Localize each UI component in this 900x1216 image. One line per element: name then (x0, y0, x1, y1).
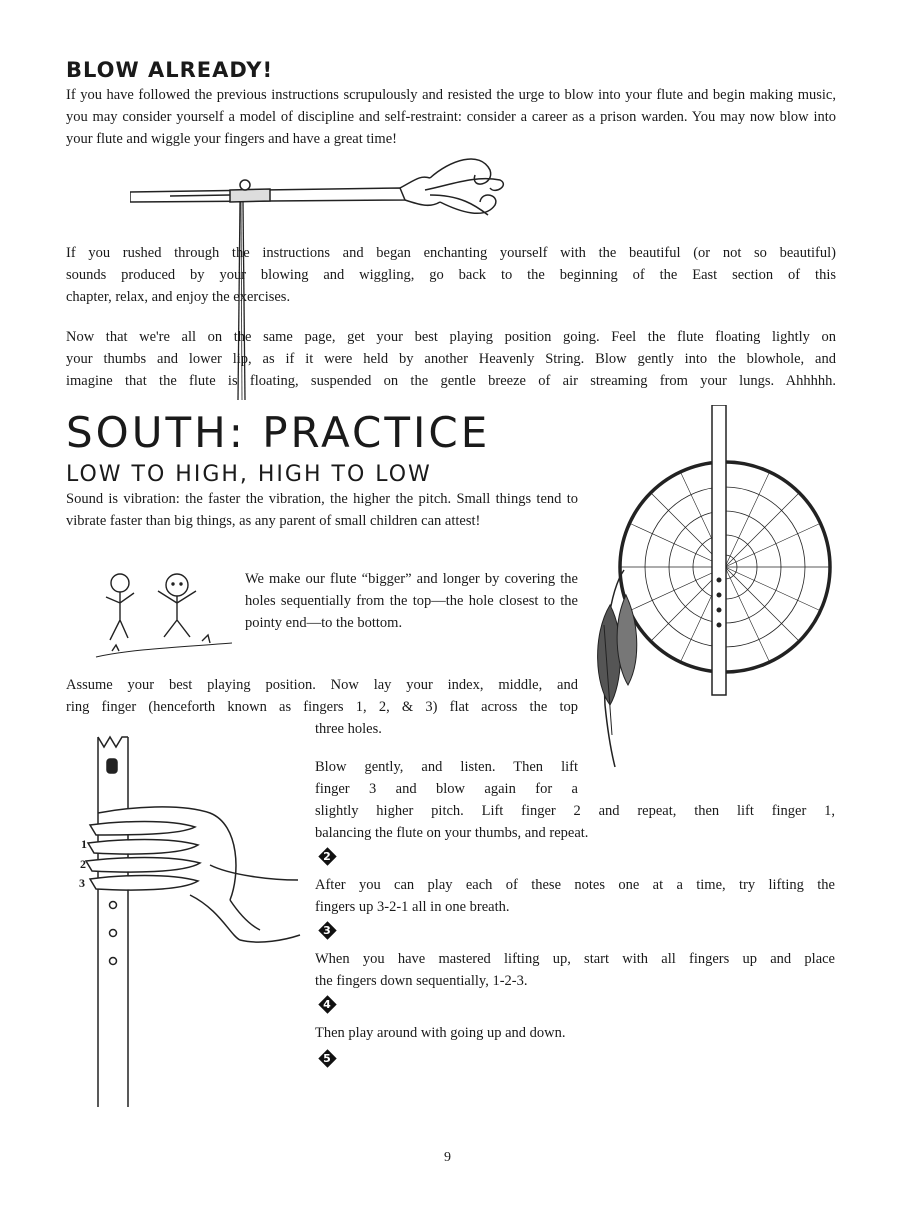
after-line-2: fingers up 3-2-1 all in one breath. (315, 899, 510, 915)
finger-label-3: 3 (79, 876, 85, 890)
vibration-paragraph: Sound is vibration: the faster the vibration, the higher the pitch. Small things tend to vibrate faster than big things, as any parent of small children can attest! (66, 491, 578, 529)
page-number: 9 (444, 1150, 451, 1165)
rushed-paragraph (66, 242, 836, 308)
after-notes-paragraph (315, 874, 835, 918)
finger-label-1: 1 (81, 837, 87, 851)
blow-tail-line-1: slightly higher pitch. Lift finger 2 and repeat, then lift finger 1, (315, 803, 835, 819)
assume-line-1: Assume your best playing position. Now lay your index, middle, and (66, 677, 578, 693)
low-to-high-subtitle: LOW TO HIGH, HIGH TO LOW (66, 462, 432, 487)
hand-on-flute-illustration (70, 735, 310, 1115)
dreamcatcher-flute-illustration (590, 405, 840, 770)
play-around-paragraph: Then play around with going up and down. (315, 1025, 566, 1041)
rushed-line-2: sounds produced by your blowing and wiggling, go back to the beginning of the East section of this (66, 267, 836, 283)
mastered-line-2: the fingers down sequentially, 1-2-3. (315, 973, 528, 989)
step-badge-2: 2 (317, 846, 337, 866)
assume-position-paragraph (66, 674, 578, 718)
step-badge-3: 3 (317, 920, 337, 940)
mastered-line-1: When you have mastered lifting up, start with all fingers up and place (315, 951, 835, 967)
bigger-flute-paragraph: We make our flute “bigger” and longer by covering the holes sequentially from the top—the hole closest to the pointy end—to the bottom. (245, 571, 578, 631)
step-badge-4: 4 (317, 994, 337, 1014)
assume-tail: three holes. (315, 721, 382, 737)
blow-line-1: Blow gently, and listen. Then lift (315, 759, 578, 775)
blow-already-paragraph: If you have followed the previous instructions scrupulously and resisted the urge to blow into your flute and begin making music, you may consider yourself a model of discipline and self-restraint: consider a career as a prison warden. You may now blow into your flute and wiggle your fingers and have a great time! (66, 87, 836, 147)
children-playing-illustration (92, 565, 232, 665)
same-page-paragraph (66, 326, 836, 392)
blow-gently-continuation (315, 800, 835, 844)
blow-gently-paragraph (315, 756, 578, 800)
south-practice-title: SOUTH: PRACTICE (66, 408, 491, 457)
section-heading-blow-already: BLOW ALREADY! (66, 58, 274, 82)
rushed-line-3: chapter, relax, and enjoy the exercises. (66, 289, 291, 305)
blow-line-2: finger 3 and blow again for a (315, 781, 578, 797)
same-page-line-1: Now that we're all on the same page, get your best playing position going. Feel the flute floating lightly on (66, 329, 836, 345)
mastered-paragraph (315, 948, 835, 992)
step-badge-5: 5 (317, 1048, 337, 1068)
finger-label-2: 2 (80, 857, 86, 871)
assume-line-2: ring finger (henceforth known as fingers 1, 2, & 3) flat across the top (66, 699, 578, 715)
same-page-line-3: imagine that the flute is floating, suspended on the gentle breeze of air streaming from your lungs. Ahhhhh. (66, 373, 836, 389)
blow-tail-line-2: balancing the flute on your thumbs, and repeat. (315, 825, 589, 841)
after-line-1: After you can play each of these notes one at a time, try lifting the (315, 877, 835, 893)
rushed-line-1: If you rushed through the instructions and began enchanting yourself with the beautiful (or not so beautiful) (66, 245, 836, 261)
same-page-line-2: your thumbs and lower lip, as if it were held by another Heavenly String. Blow gently into the blowhole, and (66, 351, 836, 367)
